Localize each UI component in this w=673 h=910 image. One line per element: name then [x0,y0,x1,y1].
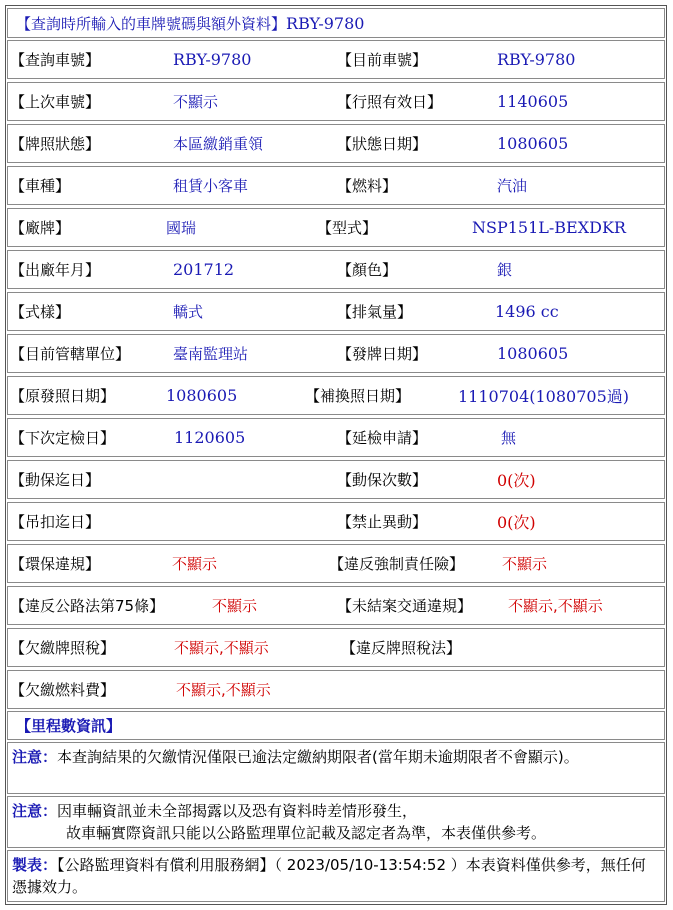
table-row [7,418,665,457]
field-value: 1110704(1080705過) [458,387,630,406]
field-value: 不顯示,不顯示 [508,597,603,615]
field-label: 【吊扣迄日】 [10,513,101,531]
note-row-1 [7,742,665,794]
field-label: 【補換照日期】 [305,387,411,405]
note-1-prefix: 注意： [12,748,58,766]
note-2-text: 因車輛資訊並未全部揭露以及恐有資料時差情形發生， [57,802,418,820]
table-row [7,82,665,121]
table-row [7,544,665,583]
field-label: 【車種】 [10,177,71,195]
header-plate: RBY-9780 [286,13,365,33]
table-row [7,376,665,415]
note-2-prefix: 注意： [12,802,58,820]
field-value: RBY-9780 [173,50,252,69]
field-label: 【目前管轄單位】 [10,345,131,363]
field-label: 【狀態日期】 [337,135,428,153]
field-value: 本區繳銷重領 [173,135,264,153]
note-row-2 [7,796,665,848]
header-row [7,8,665,38]
field-label: 【違反牌照稅法】 [341,639,462,657]
field-value: 不顯示 [212,597,258,615]
field-value: 不顯示 [173,93,219,111]
field-label: 【出廠年月】 [10,261,101,279]
field-label: 【延檢申請】 [337,429,428,447]
table-row [7,208,665,247]
field-label: 【未結案交通違規】 [337,597,473,615]
table-row [7,334,665,373]
mileage-label: 【里程數資訊】 [16,717,122,735]
table-row [7,460,665,499]
field-value: 0(次) [497,471,536,490]
field-label: 【動保次數】 [337,471,428,489]
table-row [7,586,665,625]
field-label: 【原發照日期】 [10,387,116,405]
field-label: 【違反強制責任險】 [329,555,465,573]
field-label: 【燃料】 [337,177,398,195]
field-value: NSP151L-BEXDKR [472,218,626,237]
field-value: 1140605 [497,92,569,111]
note-1-text: 本查詢結果的欠繳情況僅限已逾法定繳納期限者(當年期未逾期限者不會顯示)。 [57,748,579,766]
field-label: 【上次車號】 [10,93,101,111]
field-label: 【型式】 [317,219,378,237]
table-row [7,166,665,205]
field-value: 201712 [173,260,235,279]
field-label: 【牌照狀態】 [10,135,101,153]
table-row [7,124,665,163]
field-value: 銀 [497,261,513,279]
header-title: 【查詢時所輸入的車牌號碼與額外資料】 RBY-9780 [16,13,365,33]
field-value: 臺南監理站 [173,345,249,363]
field-value: 不顯示,不顯示 [176,681,271,699]
field-value: 不顯示 [172,555,218,573]
field-value: RBY-9780 [497,50,576,69]
field-value: 國瑞 [166,219,197,237]
field-label: 【欠繳燃料費】 [10,681,116,699]
field-value: 1120605 [174,428,246,447]
note-2-text-line2: 故車輛實際資訊只能以公路監理單位記載及認定者為準，本表僅供參考。 [66,824,547,842]
note-3-text: 【公路監理資料有償利用服務網】（ 2023/05/10-13:54:52 ）本表資料僅供參考，無任何憑據效力。 [12,856,646,896]
field-label: 【發牌日期】 [337,345,428,363]
mileage-row [7,711,665,740]
table-row [7,250,665,289]
table-row [7,502,665,541]
table-row [7,628,665,667]
field-value: 不顯示,不顯示 [174,639,269,657]
field-label: 【排氣量】 [337,303,413,321]
field-label: 【下次定檢日】 [10,429,116,447]
field-value: 1080605 [166,386,238,405]
field-label: 【顏色】 [337,261,398,279]
table-row [7,40,665,79]
note-3-prefix: 製表： [12,856,58,874]
field-value: 不顯示 [502,555,548,573]
field-label: 【禁止異動】 [337,513,428,531]
note-row-3 [7,850,665,902]
field-label: 【行照有效日】 [337,93,443,111]
field-value: 租賃小客車 [173,177,249,195]
field-value: 1080605 [497,134,569,153]
table-row [7,292,665,331]
field-value: 1080605 [497,344,569,363]
field-label: 【目前車號】 [337,51,428,69]
field-value: 轎式 [173,303,204,321]
field-label: 【欠繳牌照稅】 [10,639,116,657]
field-value: 無 [501,429,517,447]
field-value: 汽油 [497,177,528,195]
field-label: 【動保迄日】 [10,471,101,489]
field-value: 1496 cc [495,302,559,321]
field-label: 【式樣】 [10,303,71,321]
field-label: 【廠牌】 [10,219,71,237]
field-value: 0(次) [497,513,536,532]
field-label: 【查詢車號】 [10,51,101,69]
table-row [7,670,665,709]
field-label: 【環保違規】 [10,555,101,573]
field-label: 【違反公路法第75條】 [10,597,165,615]
